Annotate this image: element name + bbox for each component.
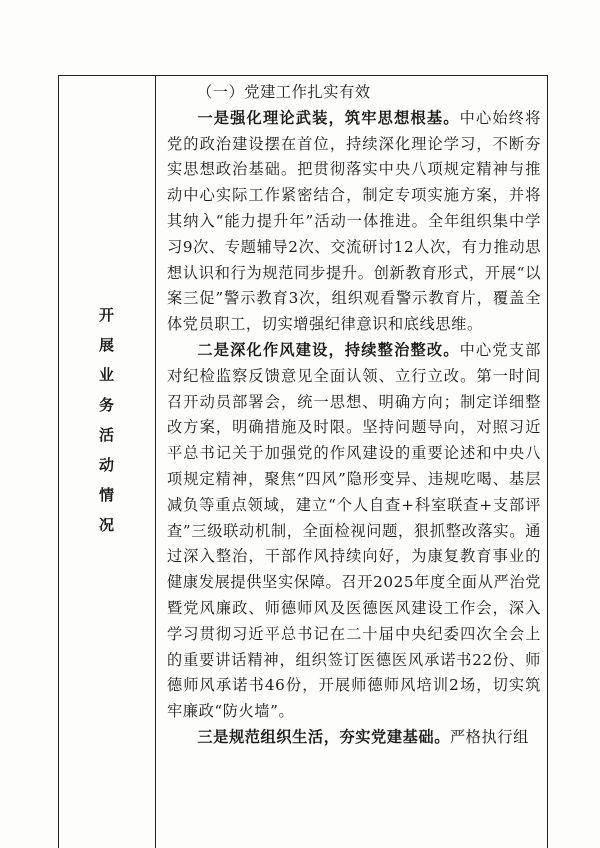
paragraph-lead: 一是强化理论武装，筑牢思想根基。 [197, 108, 460, 127]
row-label-char: 况 [98, 516, 114, 534]
row-label-char: 活 [98, 426, 114, 444]
paragraph [167, 106, 541, 338]
paragraph [167, 725, 541, 751]
paragraph [167, 338, 541, 725]
paragraph-lead: 二是深化作风建设，持续整治整改。 [197, 340, 460, 359]
row-label-char: 展 [98, 336, 114, 354]
column-divider [155, 75, 156, 848]
row-label-char: 业 [98, 366, 114, 384]
content-cell [167, 80, 541, 751]
row-label-char: 情 [98, 486, 114, 504]
paragraph-body: 中心始终将党的政治建设摆在首位，持续深化理论学习，不断夯实思想政治基础。把贯彻落实中央八项规定精神与推动中心实际工作紧密结合，制定专项实施方案，并将其纳入“能力提升年”活动一体推进。全年组织集中学习9次、专题辅导2次、交流研讨12人次，有力推动思想认识和行为规范同步提升。创新教育形式，开展“以案三促”警示教育3次，组织观看警示教育片，覆盖全体党员职工，切实增强纪律意识和底线思维。 [167, 108, 541, 334]
row-label-char: 动 [98, 456, 114, 474]
section-heading: （一）党建工作扎实有效 [197, 83, 371, 101]
paragraph-body: 严格执行组 [450, 727, 529, 746]
paragraph-body: 中心党支部对纪检监察反馈意见全面认领、立行立改。第一时间召开动员部署会，统一思想、明确方向；制定详细整改方案，明确措施及时限。坚持问题导向，对照习近平总书记关于加强党的作风建设的重要论述和中央八项规定精神，聚焦“四风”隐形变异、违规吃喝、基层减负等重点领域，建立“个人自查+科室联查+支部评查”三级联动机制，全面检视问题，狠抓整改落实。通过深入整治，干部作风持续向好，为康复教育事业的健康发展提供坚实保障。召开2025年度全面从严治党暨党风廉政、师德师风及医德医风建设工作会，深入学习贯彻习近平总书记在二十届中央纪委四次全会上的重要讲话精神，组织签订医德医风承诺书22份、师德师风承诺书46份，开展师德师风培训2场，切实筑牢廉政“防火墙”。 [167, 340, 541, 721]
paragraph-lead: 三是规范组织生活，夯实党建基础。 [197, 727, 450, 746]
row-label [58, 300, 155, 540]
row-label-char: 务 [98, 396, 114, 414]
row-label-char: 开 [98, 306, 114, 324]
